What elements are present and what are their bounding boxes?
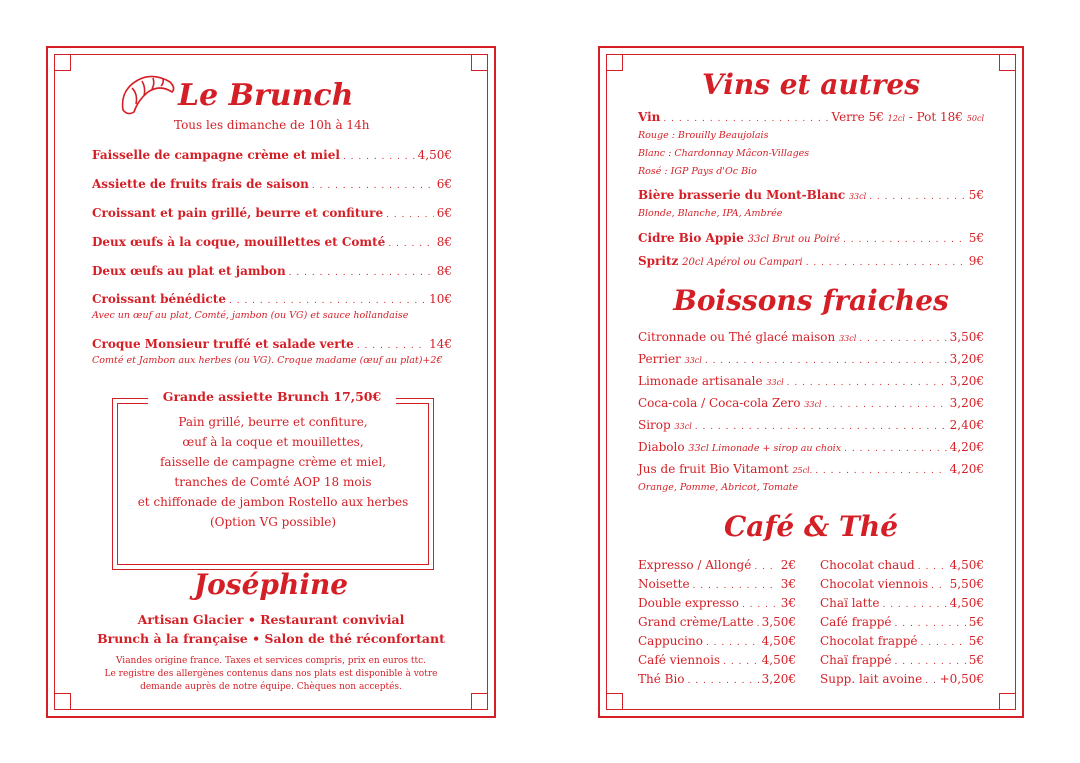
hot-drink-item: Noisette . . . 3€ <box>638 577 796 591</box>
tagline-2: Brunch à la française • Salon de thé réconfortant <box>97 631 445 646</box>
menu-item: Croissant bénédicte . . . 10€ <box>92 292 452 306</box>
hot-drink-item: Chocolat viennois . . . 5,50€ <box>820 577 984 591</box>
croissant-icon <box>118 70 178 120</box>
wine-note: Rouge : Brouilly Beaujolais <box>638 130 769 141</box>
brunch-plate-description: Pain grillé, beurre et confiture, œuf à la coque et mouillettes, faisselle de campagne crème et miel, tranches de Comté AOP 18 mois et chiffonade de jambon Rostello aux herbes (Option VG possible) <box>137 415 409 529</box>
menu-item: Croque Monsieur truffé et salade verte . . . 14€ <box>92 337 452 351</box>
hot-drink-item: Chaï latte . . . 4,50€ <box>820 596 984 610</box>
brunch-title: Le Brunch <box>178 78 354 113</box>
legal-footer: Viandes origine france. Taxes et services compris, prix en euros ttc. Le registre des allergènes contenus dans nos plats est disponible à votre demande auprès de notre équipe. Chèques non acceptés. <box>104 656 438 692</box>
hot-drink-item: Chaï frappé . . . 5€ <box>820 653 984 667</box>
brunch-menu-page <box>46 46 496 718</box>
cold-drink-item: Limonade artisanale 33cl . . . 3,20€ <box>638 374 984 388</box>
brunch-plate-title: Grande assiette Brunch 17,50€ <box>148 389 396 404</box>
tagline-1: Artisan Glacier • Restaurant convivial <box>137 612 405 627</box>
juice-note: Orange, Pomme, Abricot, Tomate <box>638 482 799 493</box>
hot-drink-item: Chocolat frappé . . . 5€ <box>820 634 984 648</box>
wine-note: Blanc : Chardonnay Mâcon-Villages <box>638 148 810 159</box>
cold-drink-item: Jus de fruit Bio Vitamont 25cl. . . . 4,20€ <box>638 462 984 476</box>
spritz-item: Spritz 20cl Apérol ou Campari . . . 9€ <box>638 254 984 268</box>
cold-drink-item: Perrier 33cl . . . 3,20€ <box>638 352 984 366</box>
hot-drink-item: Grand crème/Latte . . . 3,50€ <box>638 615 796 629</box>
hot-drink-item: Double expresso . . . 3€ <box>638 596 796 610</box>
hot-drink-item: Café viennois . . . 4,50€ <box>638 653 796 667</box>
brunch-subtitle: Tous les dimanche de 10h à 14h <box>174 118 370 132</box>
menu-item: Deux œufs au plat et jambon . . . 8€ <box>92 264 452 278</box>
beer-note: Blonde, Blanche, IPA, Ambrée <box>638 208 783 219</box>
hot-drink-item: Café frappé . . . 5€ <box>820 615 984 629</box>
cafe-title: Café & Thé <box>723 510 899 543</box>
beer-item: Bière brasserie du Mont-Blanc 33cl . . . 5€ <box>638 188 984 202</box>
cidre-item: Cidre Bio Appie 33cl Brut ou Poiré . . . 5€ <box>638 231 984 245</box>
wine-item: Vin . . . Verre 5€ 12cl - Pot 18€ 50cl <box>638 110 984 124</box>
hot-drink-item: Supp. lait avoine . . . +0,50€ <box>820 672 984 686</box>
cold-drink-item: Coca-cola / Coca-cola Zero 33cl . . . 3,20€ <box>638 396 984 410</box>
wines-title: Vins et autres <box>702 68 920 101</box>
brand-name: Joséphine <box>193 568 349 601</box>
cold-drink-item: Sirop 33cl . . . 2,40€ <box>638 418 984 432</box>
menu-item: Croissant et pain grillé, beurre et confiture . . . 6€ <box>92 206 452 220</box>
drinks-menu-page <box>598 46 1024 718</box>
menu-item: Faisselle de campagne crème et miel . . . 4,50€ <box>92 148 452 162</box>
cold-drink-item: Diabolo 33cl Limonade + sirop au choix . . . 4,20€ <box>638 440 984 454</box>
cold-drinks-title: Boissons fraiches <box>673 284 949 317</box>
wine-note: Rosé : IGP Pays d'Oc Bio <box>638 166 757 177</box>
menu-item: Assiette de fruits frais de saison . . . 6€ <box>92 177 452 191</box>
hot-drink-item: Cappucino . . . 4,50€ <box>638 634 796 648</box>
item-note: Comté et Jambon aux herbes (ou VG). Croque madame (œuf au plat)+2€ <box>92 355 443 366</box>
hot-drink-item: Thé Bio . . . 3,20€ <box>638 672 796 686</box>
hot-drink-item: Chocolat chaud . . . 4,50€ <box>820 558 984 572</box>
hot-drink-item: Expresso / Allongé . . . 2€ <box>638 558 796 572</box>
cold-drink-item: Citronnade ou Thé glacé maison 33cl . . . 3,50€ <box>638 330 984 344</box>
item-note: Avec un œuf au plat, Comté, jambon (ou VG) et sauce hollandaise <box>92 310 409 321</box>
menu-item: Deux œufs à la coque, mouillettes et Comté . . . 8€ <box>92 235 452 249</box>
